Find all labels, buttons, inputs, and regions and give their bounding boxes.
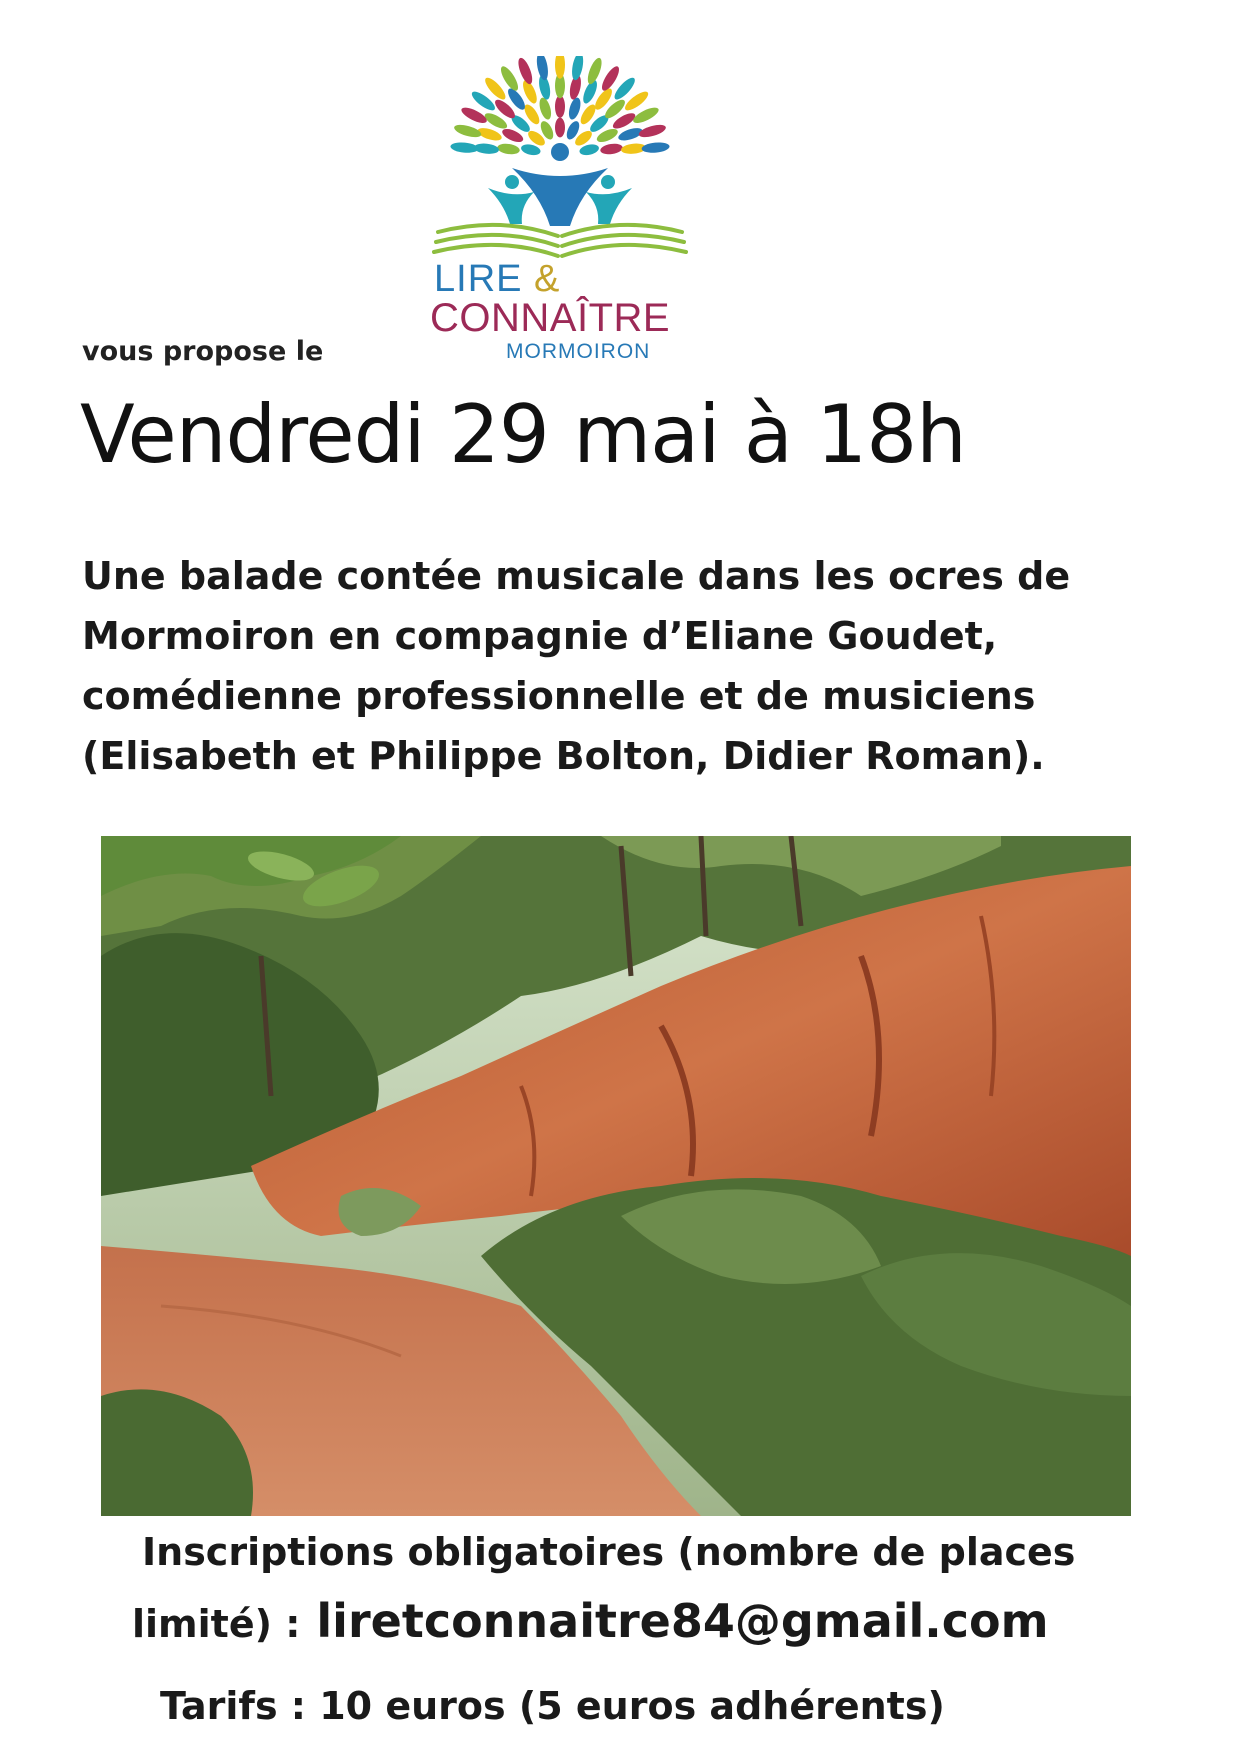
pricing-text: Tarifs : 10 euros (5 euros adhérents) — [160, 1684, 945, 1728]
tree-book-logo-icon — [430, 56, 690, 266]
lire-connaitre-logo — [430, 56, 690, 363]
logo-text-lire: LIRE & — [434, 258, 561, 300]
logo-leaf — [567, 96, 583, 121]
logo-text-connaitre: CONNAÎTRE — [430, 296, 671, 340]
description-line: Mormoiron en compagnie d’Eliane Goudet, — [82, 614, 998, 658]
contact-email: liretconnaitre84@gmail.com — [316, 1594, 1049, 1648]
logo-leaf — [535, 56, 550, 81]
logo-leaf — [450, 141, 479, 154]
logo-leaf — [453, 122, 483, 139]
logo-leaf — [555, 118, 565, 138]
event-description — [82, 546, 1182, 786]
logo-leaf — [537, 96, 553, 121]
registration-text: Inscriptions obligatoires (nombre de places — [142, 1530, 1076, 1574]
ochre-trail-photo — [101, 836, 1131, 1516]
registration-limit-text: limité) : — [132, 1602, 301, 1646]
logo-leaf — [459, 105, 489, 126]
logo-leaf — [555, 56, 565, 79]
logo-leaf — [641, 141, 670, 154]
logo-leaf — [637, 122, 667, 139]
logo-leaf — [600, 142, 624, 155]
logo-text-mormoiron: MORMOIRON — [506, 340, 651, 363]
logo-leaf — [570, 56, 585, 81]
description-line: comédienne professionnelle et de musiciens — [82, 674, 1036, 718]
event-date: Vendredi 29 mai à 18h — [80, 388, 966, 481]
logo-leaf — [497, 142, 521, 155]
intro-text: vous propose le — [82, 336, 324, 367]
description-line: (Elisabeth et Philippe Bolton, Didier Roman). — [82, 734, 1045, 778]
logo-leaf — [555, 95, 565, 118]
logo-leaf — [631, 105, 661, 126]
registration-contact — [132, 1594, 1049, 1648]
description-line: Une balade contée musicale dans les ocres de — [82, 554, 1071, 598]
